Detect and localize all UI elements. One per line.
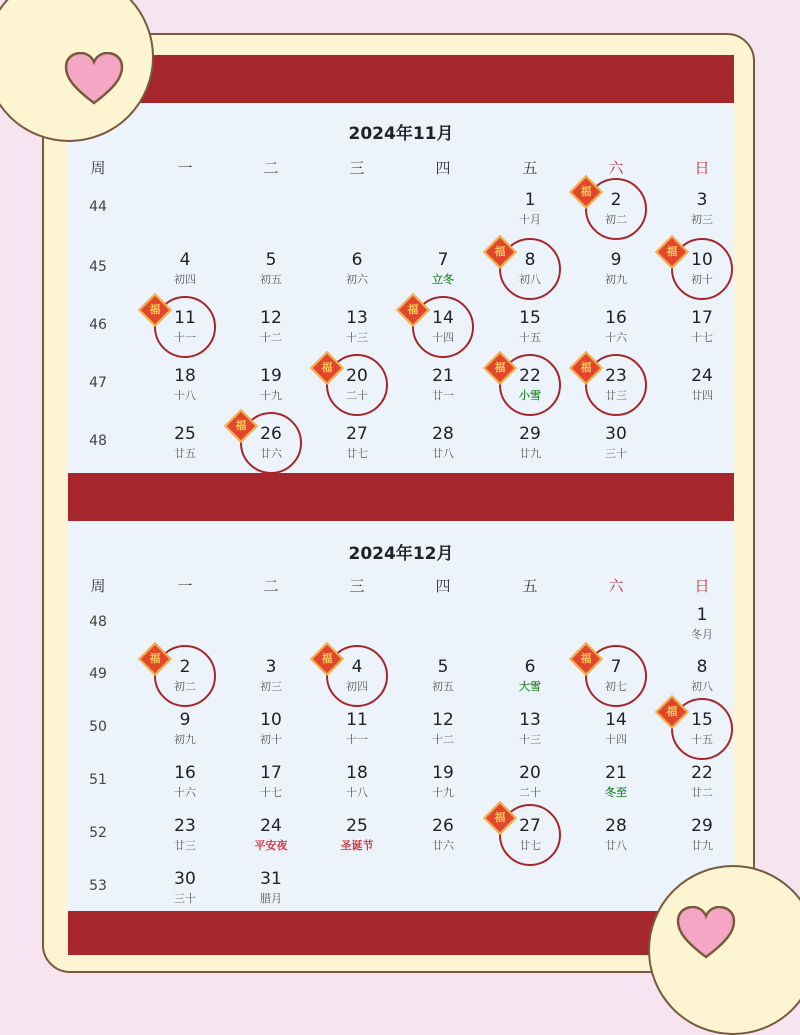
weekday-header: 三 — [349, 159, 365, 177]
day-cell — [581, 308, 651, 346]
lunar-label: 十五 — [519, 331, 541, 344]
lunar-label: 初四 — [346, 680, 368, 693]
day-cell — [581, 816, 651, 854]
day-number: 5 — [265, 250, 277, 270]
day-number: 26 — [432, 816, 454, 836]
day-cell — [667, 366, 734, 404]
lunar-label: 廿四 — [691, 389, 713, 402]
calendar-area — [68, 55, 734, 955]
fu-badge-char: 福 — [666, 245, 678, 258]
lunar-label: 初八 — [519, 273, 541, 286]
day-cell — [408, 710, 478, 748]
day-number: 28 — [605, 816, 627, 836]
weekday-header: 二 — [263, 159, 279, 177]
day-number: 30 — [605, 424, 627, 444]
day-number: 26 — [260, 424, 282, 444]
lunar-label: 初四 — [174, 273, 196, 286]
day-number: 13 — [519, 710, 541, 730]
day-number: 27 — [519, 816, 541, 836]
day-cell — [150, 424, 220, 462]
weekday-header: 一 — [177, 159, 193, 177]
day-cell — [150, 816, 220, 854]
day-number: 1 — [524, 190, 536, 210]
lunar-label: 十四 — [432, 331, 454, 344]
lunar-label: 三十 — [605, 447, 627, 460]
day-number: 30 — [174, 869, 196, 889]
weekday-header: 周 — [90, 577, 106, 595]
lunar-label: 十三 — [519, 733, 541, 746]
lunar-label: 十一 — [346, 733, 368, 746]
day-number: 25 — [346, 816, 368, 836]
weekday-header: 三 — [349, 577, 365, 595]
day-cell — [322, 763, 392, 801]
day-cell — [495, 308, 565, 346]
fu-badge-char: 福 — [321, 652, 333, 665]
day-cell — [322, 816, 392, 854]
lunar-label: 初五 — [432, 680, 454, 693]
weekday-header: 日 — [694, 159, 710, 177]
day-number: 6 — [524, 657, 536, 677]
lunar-label: 十五 — [691, 733, 713, 746]
lunar-label: 初十 — [691, 273, 713, 286]
day-number: 4 — [351, 657, 363, 677]
week-number: 49 — [89, 666, 107, 682]
fu-badge-char: 福 — [407, 303, 419, 316]
day-cell — [495, 190, 565, 228]
day-cell — [667, 190, 734, 228]
day-number: 24 — [260, 816, 282, 836]
lunar-label: 廿七 — [519, 839, 541, 852]
day-number: 8 — [524, 250, 536, 270]
lunar-label: 圣诞节 — [340, 839, 374, 852]
day-number: 2 — [179, 657, 191, 677]
fu-badge-char: 福 — [580, 652, 592, 665]
day-number: 12 — [432, 710, 454, 730]
lunar-label: 十三 — [346, 331, 368, 344]
lunar-label: 廿六 — [260, 447, 282, 460]
lunar-label: 平安夜 — [254, 839, 288, 852]
day-number: 19 — [260, 366, 282, 386]
day-number: 14 — [605, 710, 627, 730]
day-cell — [322, 308, 392, 346]
weekday-header: 二 — [263, 577, 279, 595]
bottom-band — [68, 911, 734, 955]
lunar-label: 初八 — [691, 680, 713, 693]
week-number: 50 — [89, 719, 107, 735]
lunar-label: 廿九 — [519, 447, 541, 460]
day-cell — [581, 710, 651, 748]
day-number: 21 — [432, 366, 454, 386]
weekday-header: 日 — [694, 577, 710, 595]
day-number: 29 — [691, 816, 713, 836]
day-cell — [667, 605, 734, 643]
fu-badge-char: 福 — [321, 361, 333, 374]
month-title: 2024年12月 — [348, 544, 454, 564]
lunar-label: 初二 — [174, 680, 196, 693]
day-cell — [236, 763, 306, 801]
day-number: 21 — [605, 763, 627, 783]
day-number: 4 — [179, 250, 191, 270]
day-number: 20 — [519, 763, 541, 783]
day-number: 31 — [260, 869, 282, 889]
lunar-label: 初七 — [605, 680, 627, 693]
lunar-label: 十月 — [519, 213, 541, 226]
day-cell — [667, 308, 734, 346]
lunar-label: 廿五 — [174, 447, 196, 460]
lunar-label: 初九 — [174, 733, 196, 746]
day-number: 17 — [691, 308, 713, 328]
week-number: 48 — [89, 433, 107, 449]
day-cell — [236, 816, 306, 854]
lunar-label: 十九 — [432, 786, 454, 799]
day-cell — [667, 763, 734, 801]
day-cell — [322, 710, 392, 748]
heart-icon — [676, 906, 736, 960]
lunar-label: 三十 — [174, 892, 196, 905]
day-number: 6 — [351, 250, 363, 270]
day-number: 3 — [265, 657, 277, 677]
fu-badge-char: 福 — [494, 811, 506, 824]
day-number: 18 — [346, 763, 368, 783]
fu-badge-char: 福 — [494, 245, 506, 258]
day-number: 12 — [260, 308, 282, 328]
middle-band — [68, 473, 734, 521]
lunar-label: 十一 — [174, 331, 196, 344]
day-number: 22 — [691, 763, 713, 783]
day-number: 27 — [346, 424, 368, 444]
day-number: 16 — [605, 308, 627, 328]
lunar-label: 立冬 — [432, 273, 454, 286]
lunar-label: 冬至 — [605, 786, 627, 799]
weekday-header: 六 — [608, 159, 624, 177]
day-cell — [150, 250, 220, 288]
day-number: 1 — [696, 605, 708, 625]
day-number: 23 — [605, 366, 627, 386]
day-number: 2 — [610, 190, 622, 210]
lunar-label: 十九 — [260, 389, 282, 402]
week-number: 51 — [89, 772, 107, 788]
day-cell — [150, 366, 220, 404]
week-number: 45 — [89, 259, 107, 275]
day-cell — [581, 763, 651, 801]
weekday-header: 四 — [435, 577, 451, 595]
fu-badge-char: 福 — [149, 652, 161, 665]
week-number: 44 — [89, 199, 107, 215]
day-cell — [322, 250, 392, 288]
fu-badge-char: 福 — [235, 419, 247, 432]
day-number: 22 — [519, 366, 541, 386]
day-number: 13 — [346, 308, 368, 328]
day-cell — [581, 250, 651, 288]
lunar-label: 小雪 — [519, 389, 541, 402]
fu-badge-char: 福 — [580, 361, 592, 374]
week-number: 52 — [89, 825, 107, 841]
day-number: 8 — [696, 657, 708, 677]
day-number: 10 — [260, 710, 282, 730]
lunar-label: 初三 — [691, 213, 713, 226]
weekday-header: 五 — [522, 577, 538, 595]
top-band — [68, 55, 734, 103]
weekday-header: 五 — [522, 159, 538, 177]
weekday-header: 一 — [177, 577, 193, 595]
day-cell — [667, 816, 734, 854]
lunar-label: 二十 — [519, 786, 541, 799]
day-cell — [495, 657, 565, 695]
day-cell — [236, 308, 306, 346]
month-title: 2024年11月 — [348, 124, 454, 144]
day-number: 28 — [432, 424, 454, 444]
lunar-label: 腊月 — [260, 892, 282, 905]
day-number: 20 — [346, 366, 368, 386]
lunar-label: 十八 — [174, 389, 196, 402]
day-number: 17 — [260, 763, 282, 783]
day-number: 9 — [179, 710, 191, 730]
day-cell — [408, 657, 478, 695]
day-cell — [236, 657, 306, 695]
lunar-label: 廿六 — [432, 839, 454, 852]
day-number: 25 — [174, 424, 196, 444]
lunar-label: 廿八 — [605, 839, 627, 852]
week-number: 48 — [89, 614, 107, 630]
lunar-label: 廿九 — [691, 839, 713, 852]
lunar-label: 十二 — [432, 733, 454, 746]
weekday-header: 六 — [608, 577, 624, 595]
fu-badge-char: 福 — [149, 303, 161, 316]
lunar-label: 初二 — [605, 213, 627, 226]
day-cell — [495, 710, 565, 748]
week-number: 53 — [89, 878, 107, 894]
lunar-label: 十六 — [605, 331, 627, 344]
day-number: 11 — [346, 710, 368, 730]
day-cell — [322, 424, 392, 462]
lunar-label: 十七 — [260, 786, 282, 799]
day-cell — [495, 424, 565, 462]
day-cell — [408, 424, 478, 462]
day-number: 15 — [519, 308, 541, 328]
lunar-label: 廿八 — [432, 447, 454, 460]
day-cell — [150, 710, 220, 748]
day-cell — [408, 250, 478, 288]
lunar-label: 廿三 — [605, 389, 627, 402]
lunar-label: 十八 — [346, 786, 368, 799]
day-number: 18 — [174, 366, 196, 386]
lunar-label: 廿七 — [346, 447, 368, 460]
heart-icon — [64, 52, 124, 106]
day-cell — [150, 869, 220, 907]
day-number: 23 — [174, 816, 196, 836]
lunar-label: 十七 — [691, 331, 713, 344]
day-cell — [408, 816, 478, 854]
lunar-label: 初九 — [605, 273, 627, 286]
day-cell — [236, 869, 306, 907]
day-number: 19 — [432, 763, 454, 783]
lunar-label: 初三 — [260, 680, 282, 693]
day-number: 10 — [691, 250, 713, 270]
day-cell — [408, 763, 478, 801]
lunar-label: 廿三 — [174, 839, 196, 852]
lunar-label: 初十 — [260, 733, 282, 746]
lunar-label: 廿二 — [691, 786, 713, 799]
day-number: 7 — [610, 657, 622, 677]
day-number: 11 — [174, 308, 196, 328]
lunar-label: 十六 — [174, 786, 196, 799]
lunar-label: 十二 — [260, 331, 282, 344]
day-number: 7 — [437, 250, 449, 270]
lunar-label: 大雪 — [519, 680, 541, 693]
weekday-header: 四 — [435, 159, 451, 177]
week-number: 46 — [89, 317, 107, 333]
fu-badge-char: 福 — [494, 361, 506, 374]
day-number: 14 — [432, 308, 454, 328]
lunar-label: 廿一 — [432, 389, 454, 402]
day-cell — [236, 366, 306, 404]
day-cell — [236, 250, 306, 288]
day-cell — [495, 763, 565, 801]
day-number: 15 — [691, 710, 713, 730]
lunar-label: 冬月 — [691, 628, 713, 641]
day-cell — [581, 424, 651, 462]
fu-badge-char: 福 — [666, 705, 678, 718]
lunar-label: 初六 — [346, 273, 368, 286]
lunar-label: 初五 — [260, 273, 282, 286]
lunar-label: 二十 — [346, 389, 368, 402]
day-cell — [236, 710, 306, 748]
day-number: 5 — [437, 657, 449, 677]
day-cell — [667, 657, 734, 695]
lunar-label: 十四 — [605, 733, 627, 746]
day-number: 9 — [610, 250, 622, 270]
weekday-header: 周 — [90, 159, 106, 177]
day-number: 3 — [696, 190, 708, 210]
day-number: 24 — [691, 366, 713, 386]
day-number: 29 — [519, 424, 541, 444]
day-cell — [408, 366, 478, 404]
day-number: 16 — [174, 763, 196, 783]
day-cell — [150, 763, 220, 801]
fu-badge-char: 福 — [580, 185, 592, 198]
week-number: 47 — [89, 375, 107, 391]
